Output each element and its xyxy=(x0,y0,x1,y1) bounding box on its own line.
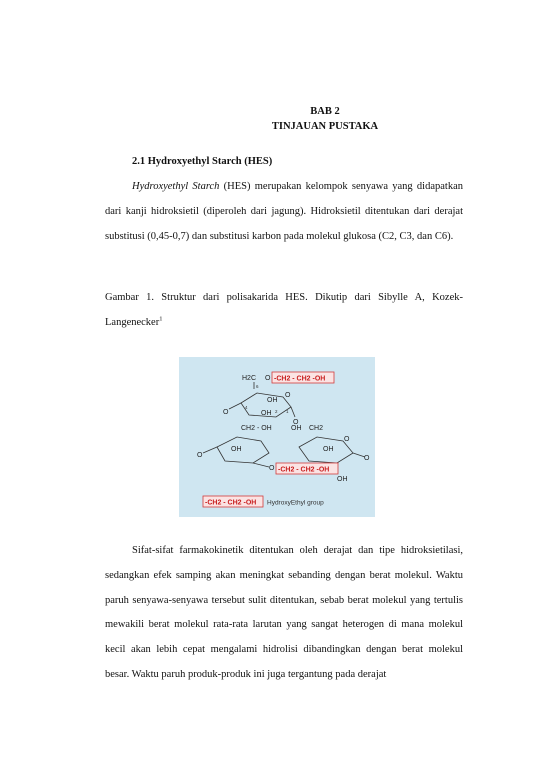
legend-label: HydroxyEthyl group xyxy=(267,499,324,507)
hes-group-top: -CH2 - CH2 -OH xyxy=(274,375,326,383)
oh-upper-1: OH xyxy=(267,397,278,404)
h2c-label: H2C xyxy=(242,375,257,382)
hes-group-mid: -CH2 - CH2 -OH xyxy=(278,466,330,474)
caption-text: Gambar 1. Struktur dari polisakarida HES. Dikutip dari Sibylle A, Kozek-Langenecker xyxy=(105,292,463,328)
oxygen-label: O xyxy=(265,375,271,382)
hes-structure-diagram xyxy=(179,357,375,517)
oh-lower-1: OH xyxy=(231,446,242,453)
svg-text:6: 6 xyxy=(256,384,259,389)
paragraph-text: (HES) merupakan kelompok senyawa yang didapatkan dari kanji hidroksietil (diperoleh dari jagung). Hidroksietil ditentukan dari derajat substitusi (0,45-0,7) dan substitusi karbon pada molekul glukosa (C2, C3, dan C6). xyxy=(105,181,463,242)
paragraph-pharmacokinetics: Sifat-sifat farmakokinetik ditentukan oleh derajat dan tipe hidroksietilasi, sedangkan efek samping akan meningkat sebanding dengan berat molekul. Waktu paruh senyawa-senyawa tersebut sulit ditentukan, sebab berat molekul yang tertulis mewakili berat molekul rata-rata larutan yang sangat heterogen di mana molekul kecil akan lebih cepat mengalami hidrolisi dibandingkan dengan berat molekul besar. Waktu paruh produk-produk ini juga tergantung pada derajat xyxy=(105,545,463,680)
term-hes: Hydroxyethyl Starch xyxy=(132,181,220,192)
chapter-title: TINJAUAN PUSTAKA xyxy=(271,121,379,132)
caption-reference: 1 xyxy=(159,315,163,323)
ch2-oh-label: CH2 - OH xyxy=(241,425,272,432)
oxygen-left: O xyxy=(223,409,229,416)
svg-text:2: 2 xyxy=(275,409,278,414)
svg-text:1: 1 xyxy=(286,409,289,414)
hes-structure-figure xyxy=(179,357,375,517)
section-title: 2.1 Hydroxyethyl Starch (HES) xyxy=(132,156,273,167)
chapter-number: BAB 2 xyxy=(310,106,340,117)
oxygen-bridge: O xyxy=(269,465,275,472)
oxygen-link: O xyxy=(293,419,299,426)
ring-oxygen-1: O xyxy=(285,392,291,399)
paragraph-hes-definition xyxy=(105,175,463,249)
hes-group-legend: -CH2 - CH2 -OH xyxy=(205,499,257,507)
oh-lower-2: OH xyxy=(323,446,334,453)
svg-text:4: 4 xyxy=(245,405,248,410)
figure-caption xyxy=(105,286,463,336)
oh-lower-3: OH xyxy=(337,476,348,483)
oh-upper-2: OH xyxy=(261,410,272,417)
oh-mid: OH xyxy=(291,425,302,432)
oxygen-far-left: O xyxy=(197,452,203,459)
ch2-label: CH2 xyxy=(309,425,324,432)
ring-oxygen-2: O xyxy=(344,436,350,443)
oxygen-far-right: O xyxy=(364,455,370,462)
